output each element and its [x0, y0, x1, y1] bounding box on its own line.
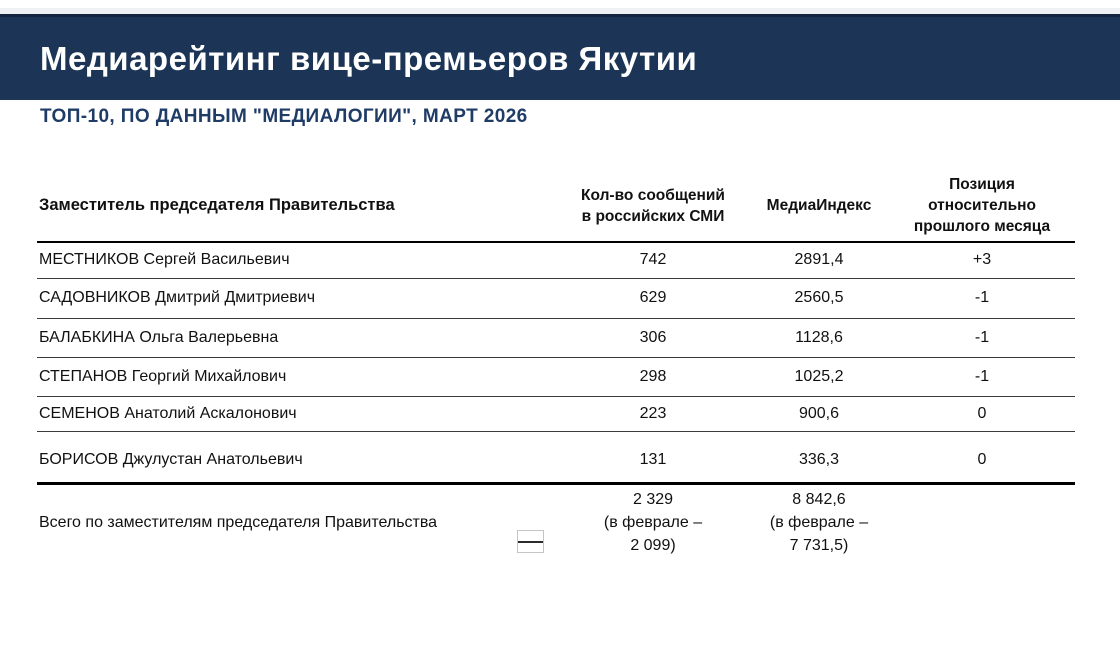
messages-cell: 298 — [557, 357, 749, 396]
position-cell: 0 — [889, 396, 1075, 431]
mediaindex-cell: 2560,5 — [749, 278, 889, 318]
position-cell: -1 — [889, 357, 1075, 396]
column-header-position-line3: прошлого месяца — [913, 218, 1051, 235]
table-row — [37, 396, 1075, 431]
totals-position-cell — [889, 483, 1075, 561]
mediaindex-cell: 900,6 — [749, 396, 889, 431]
name-cell: БАЛАБКИНА Ольга Валерьевна — [37, 318, 557, 357]
totals-row — [37, 483, 1075, 561]
messages-cell: 742 — [557, 242, 749, 278]
table-row — [37, 242, 1075, 278]
table-row — [37, 431, 1075, 483]
totals-mediaindex-cell — [749, 483, 889, 561]
mediaindex-cell: 1128,6 — [749, 318, 889, 357]
name-cell: МЕСТНИКОВ Сергей Васильевич — [37, 242, 557, 278]
totals-messages-value: 2 329 — [632, 490, 674, 508]
column-header-messages-line2: в российских СМИ — [581, 207, 725, 225]
page-title: Медиарейтинг вице-премьеров Якутии — [40, 39, 698, 77]
position-cell: -1 — [889, 318, 1075, 357]
position-cell: 0 — [889, 431, 1075, 483]
position-cell: +3 — [889, 242, 1075, 278]
dash-icon — [518, 541, 543, 543]
name-cell: СЕМЕНОВ Анатолий Аскалонович — [37, 396, 557, 431]
messages-cell: 629 — [557, 278, 749, 318]
column-header-position — [889, 170, 1075, 242]
name-cell: БОРИСОВ Джулустан Анатольевич — [37, 431, 557, 483]
title-band — [0, 14, 1120, 100]
column-header-messages-line1: Кол-во сообщений — [581, 186, 725, 204]
totals-label: Всего по заместителям председателя Правительства — [39, 513, 438, 531]
table-row — [37, 357, 1075, 396]
column-header-position-line1: Позиция — [949, 176, 1015, 193]
messages-cell: 223 — [557, 396, 749, 431]
totals-messages-cell — [557, 483, 749, 561]
totals-messages-prev-line1: (в феврале – — [603, 513, 703, 531]
column-header-position-line2: относительно — [928, 197, 1036, 214]
totals-messages-prev-line2: 2 099) — [630, 536, 676, 554]
mediaindex-cell: 2891,4 — [749, 242, 889, 278]
position-cell: -1 — [889, 278, 1075, 318]
table-header-row — [37, 170, 1075, 242]
table-row — [37, 318, 1075, 357]
column-header-name: Заместитель председателя Правительства — [37, 170, 557, 242]
column-header-messages — [557, 170, 749, 242]
name-cell: САДОВНИКОВ Дмитрий Дмитриевич — [37, 278, 557, 318]
mediaindex-cell: 1025,2 — [749, 357, 889, 396]
table-row — [37, 278, 1075, 318]
totals-mediaindex-value: 8 842,6 — [792, 490, 846, 508]
messages-cell: 131 — [557, 431, 749, 483]
name-cell: СТЕПАНОВ Георгий Михайлович — [37, 357, 557, 396]
dash-textbox[interactable] — [517, 530, 544, 553]
messages-cell: 306 — [557, 318, 749, 357]
totals-mediaindex-prev-line2: 7 731,5) — [789, 536, 849, 554]
column-header-mediaindex: МедиаИндекс — [749, 170, 889, 242]
media-rating-table — [37, 170, 1075, 561]
page-subtitle: ТОП-10, ПО ДАННЫМ "МЕДИАЛОГИИ", МАРТ 2026 — [40, 106, 528, 127]
totals-mediaindex-prev-line1: (в феврале – — [769, 513, 869, 531]
mediaindex-cell: 336,3 — [749, 431, 889, 483]
